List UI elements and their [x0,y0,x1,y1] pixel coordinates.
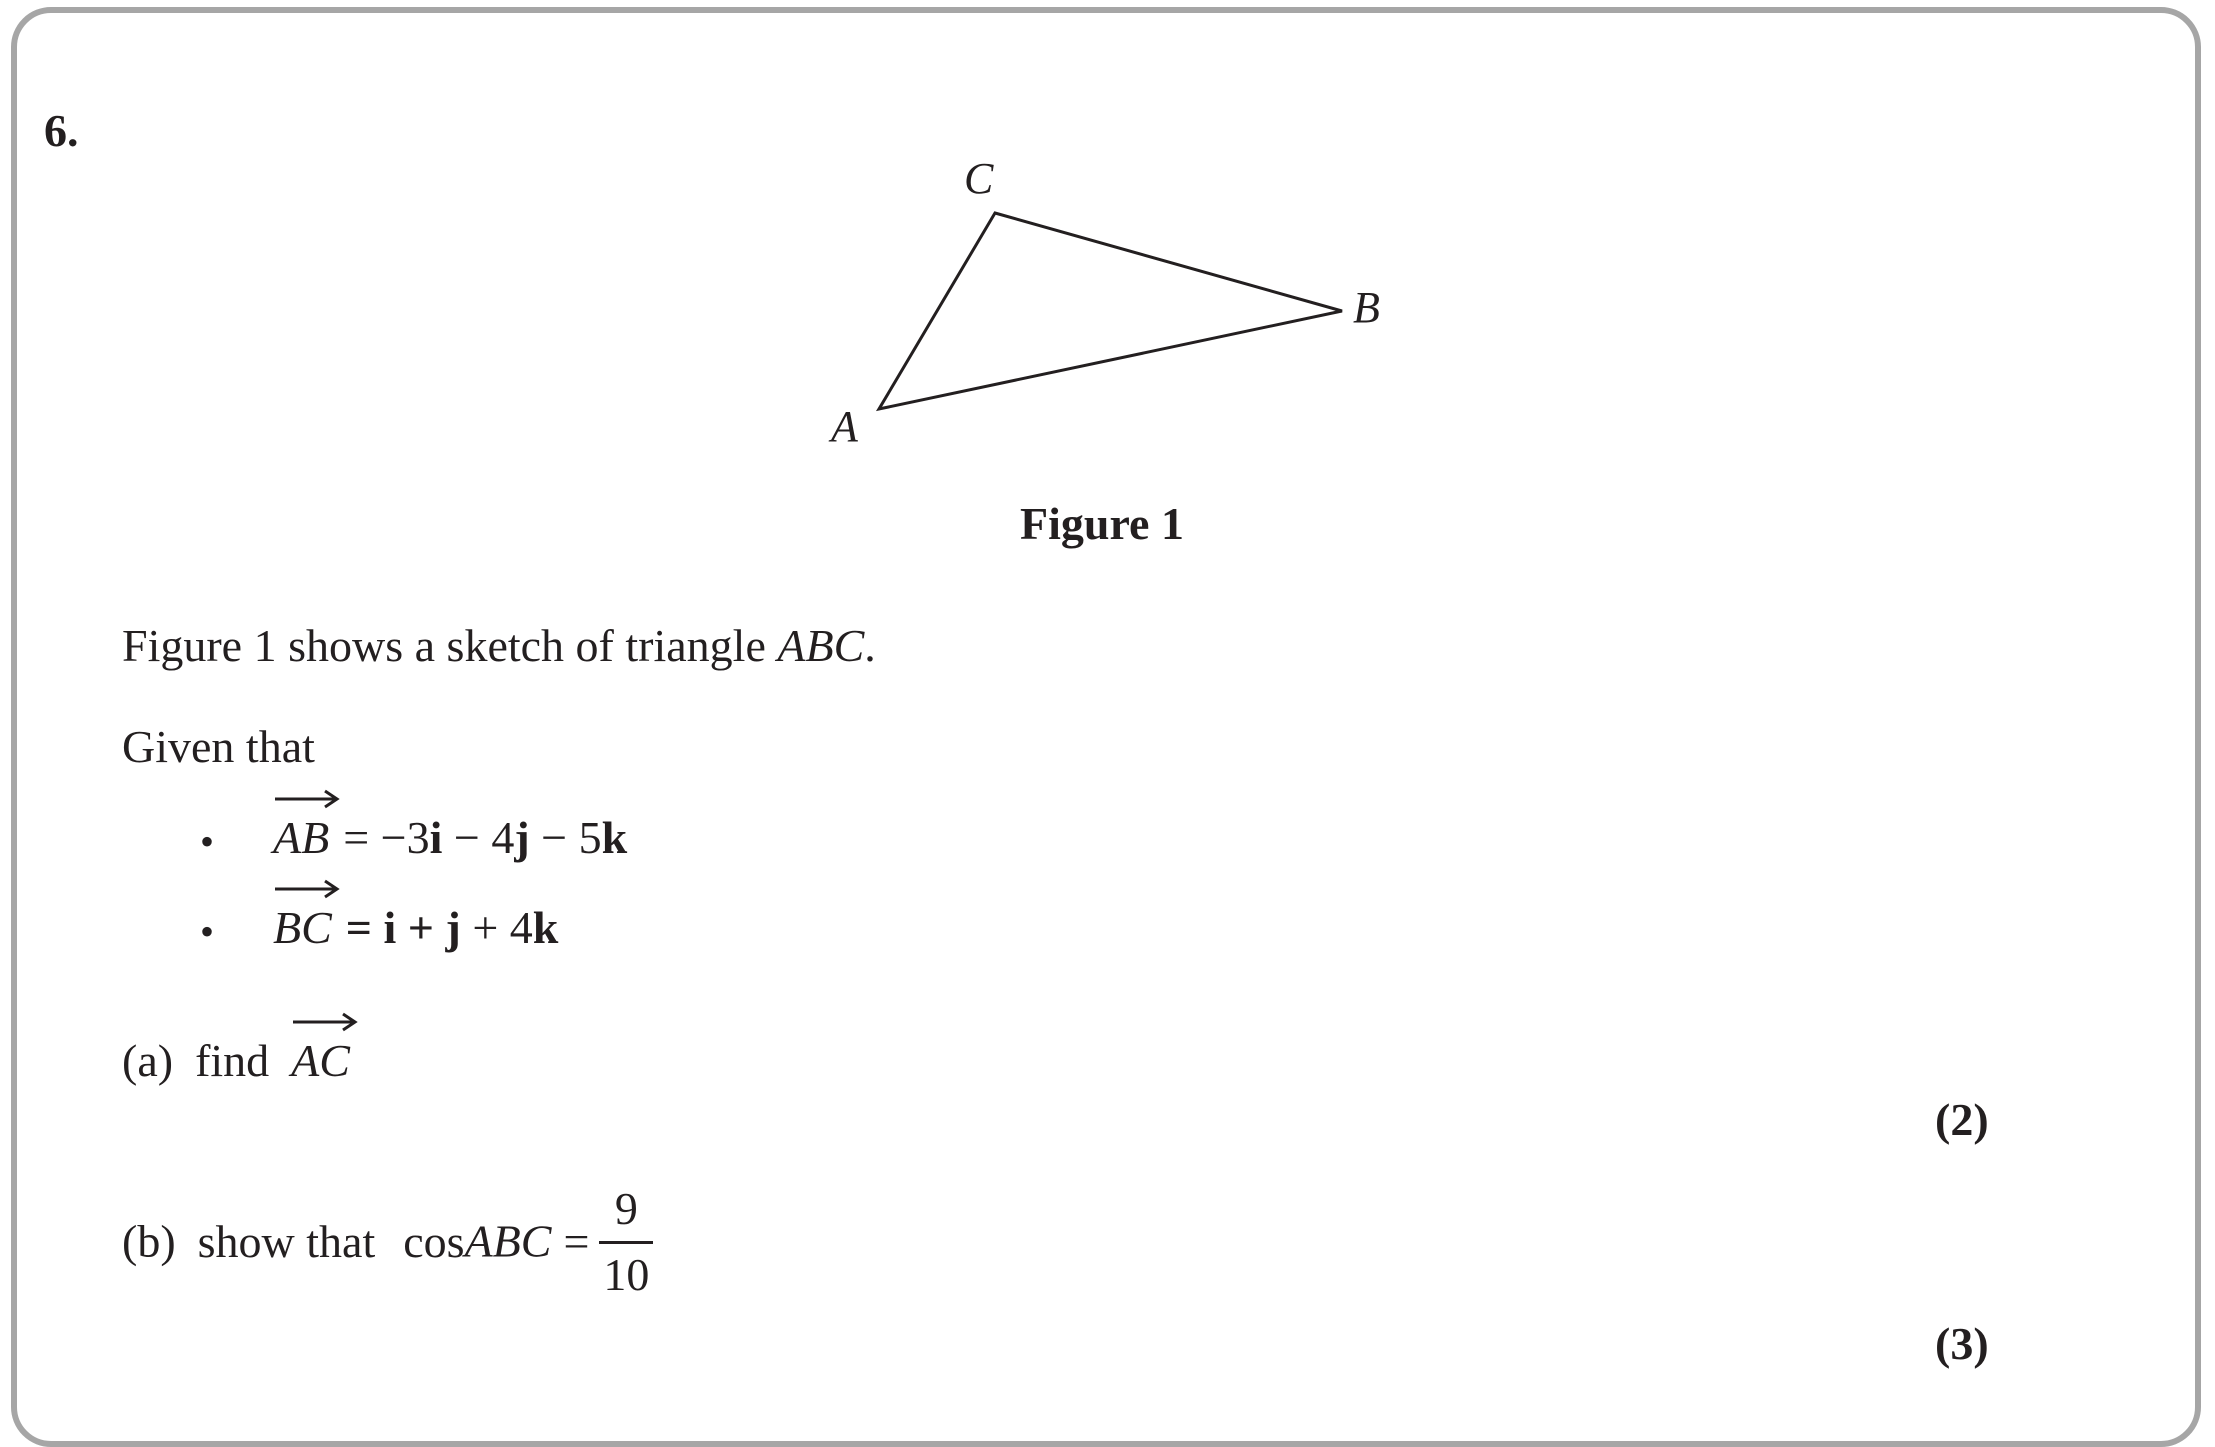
part-b-label: (b) [122,1215,176,1267]
angle-abc: ABC [464,1215,552,1267]
vector-ac [291,1035,350,1086]
bullet-ab [273,812,628,863]
vertex-label-a: A [831,402,858,451]
vector-ab-label: AB [273,812,330,863]
vector-bc [273,902,332,953]
intro-text: Figure 1 shows a sketch of triangle [122,620,778,671]
unit-vector-k: k [532,902,559,953]
part-a-label: (a) [122,1035,174,1086]
expr-part: = [345,902,384,953]
cos-function: cos [403,1215,465,1267]
fraction-numerator: 9 [599,1184,653,1244]
figure-caption: Figure 1 [1020,498,1184,549]
equals-sign: = [563,1215,590,1267]
vector-arrow-icon [293,1012,359,1034]
fraction-denominator: 10 [603,1248,650,1300]
part-a-text: find [195,1035,270,1086]
question-number: 6. [44,105,79,156]
unit-vector-j: j [514,812,530,863]
vector-ab [273,812,330,863]
part-b [122,1183,653,1304]
expr-part: + 4 [460,902,533,953]
bullet-bc [273,902,559,953]
unit-vector-i: i [383,902,397,953]
unit-vector-i: i [429,812,443,863]
expr-part: + [396,902,446,953]
vector-arrow-icon [275,879,341,901]
given-that: Given that [122,721,315,772]
part-a-marks: (2) [1935,1094,1989,1145]
unit-vector-j: j [445,902,461,953]
vertex-label-c: C [964,154,994,203]
intro-period: . [864,620,876,671]
triangle-abc [879,213,1342,409]
vertex-label-b: B [1353,283,1380,332]
vector-ac-label: AC [291,1035,350,1086]
intro-sentence [122,620,876,671]
part-b-text: show that [197,1215,376,1267]
part-a [122,1035,350,1086]
part-b-marks: (3) [1935,1318,1989,1369]
expr-part: − 5 [529,812,602,863]
expr-part: − 4 [442,812,515,863]
fraction-nine-tenths [599,1184,653,1300]
triangle-name: ABC [777,620,865,671]
vector-arrow-icon [275,789,341,811]
expr-part: = −3 [343,812,430,863]
bullet-symbol: • [200,819,215,864]
bullet-symbol: • [200,909,215,954]
vector-bc-label: BC [273,902,332,953]
unit-vector-k: k [601,812,628,863]
